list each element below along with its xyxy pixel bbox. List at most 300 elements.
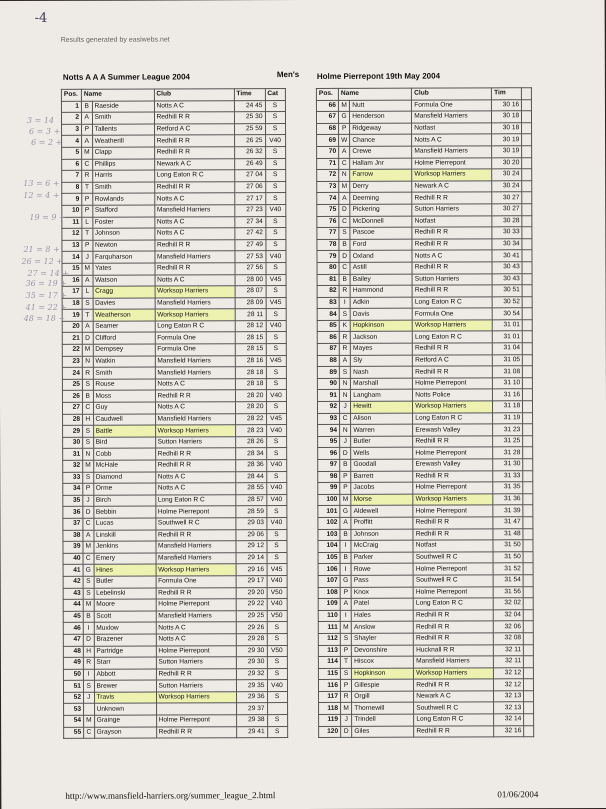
- row-time: 30 24: [492, 169, 522, 181]
- row-club: Retford A C: [413, 354, 493, 366]
- row-position: 78: [317, 239, 339, 251]
- row-surname: Johnson: [92, 228, 154, 240]
- table-row: [63, 483, 287, 495]
- row-club: Retford A C: [154, 124, 234, 136]
- row-category: V45: [267, 564, 287, 576]
- row-surname: Hales: [351, 610, 413, 622]
- row-initial: I: [83, 623, 94, 635]
- table-row: [317, 122, 532, 134]
- row-position: 13: [62, 240, 82, 252]
- row-surname: Cobb: [93, 448, 155, 460]
- row-initial: D: [340, 448, 351, 460]
- table-row: [63, 587, 287, 599]
- row-extra: [523, 609, 533, 621]
- row-initial: D: [83, 507, 94, 519]
- row-category: S: [267, 715, 287, 727]
- row-category: V40: [265, 251, 285, 263]
- table-row: [63, 680, 287, 692]
- table-row: [63, 599, 287, 611]
- row-time: 31 50: [493, 551, 523, 563]
- table-row: [62, 216, 286, 228]
- row-surname: Orgill: [352, 691, 414, 703]
- row-category: V40: [265, 204, 285, 216]
- row-category: S: [265, 193, 285, 205]
- row-category: S: [267, 633, 287, 645]
- row-initial: G: [340, 506, 351, 518]
- row-initial: R: [339, 332, 350, 344]
- row-category: S: [267, 622, 287, 634]
- pencil-note: 13 = 6 +: [23, 178, 60, 188]
- row-surname: Caudwell: [93, 414, 155, 426]
- row-club: Redhill R R: [155, 390, 235, 402]
- row-position: 26: [62, 391, 82, 403]
- table-row: [62, 297, 286, 309]
- row-position: 103: [318, 529, 340, 541]
- row-time: 29 20: [236, 587, 267, 599]
- results-generated-note: Results generated by easiwebs.net: [60, 36, 170, 44]
- row-surname: Nutt: [350, 100, 412, 112]
- row-category: V40: [266, 425, 286, 437]
- header-time: Tim: [492, 88, 522, 100]
- row-surname: Linskill: [93, 530, 155, 542]
- row-time: 31 47: [493, 517, 523, 529]
- row-initial: H: [83, 646, 94, 658]
- row-extra: [524, 667, 534, 679]
- row-time: 30 16: [492, 99, 522, 111]
- row-initial: B: [81, 101, 92, 113]
- row-position: 19: [62, 310, 82, 322]
- row-time: 31 23: [493, 424, 523, 436]
- row-club: Redhill R R: [156, 726, 236, 738]
- row-surname: Patel: [351, 598, 413, 610]
- table-row: [62, 158, 286, 170]
- row-initial: S: [340, 633, 351, 645]
- row-surname: Yates: [93, 263, 155, 275]
- row-category: S: [265, 147, 285, 159]
- row-club: Long Eaton R C: [413, 598, 493, 610]
- row-position: 18: [62, 298, 82, 310]
- table-row: [318, 424, 533, 436]
- row-surname: Rouse: [93, 379, 155, 391]
- row-initial: W: [339, 135, 350, 147]
- row-time: 32 02: [493, 598, 523, 610]
- row-club: Notfast: [412, 215, 492, 227]
- row-time: 31 16: [493, 389, 523, 401]
- row-category: S: [266, 471, 286, 483]
- row-time: 28 15: [235, 332, 266, 344]
- row-surname: Knox: [351, 587, 413, 599]
- row-club: Notts A C: [154, 100, 234, 112]
- row-position: 17: [62, 286, 82, 298]
- row-club: Holme Pierrepont: [156, 599, 236, 611]
- row-time: 32 16: [494, 725, 524, 737]
- row-club: Sutton Harriers: [412, 273, 492, 285]
- table-row: [63, 518, 287, 530]
- row-time: 32 12: [494, 679, 524, 691]
- row-category: S: [266, 262, 286, 274]
- row-extra: [523, 505, 533, 517]
- row-surname: Hammond: [350, 285, 412, 297]
- row-extra: [522, 192, 532, 204]
- row-extra: [522, 285, 532, 297]
- venue-date-title: Holme Pierrepont 19th May 2004: [316, 71, 441, 81]
- row-club: Holme Pierrepont: [413, 378, 493, 390]
- row-surname: Farquharson: [92, 251, 154, 263]
- header-club: Club: [154, 89, 234, 101]
- race-category-title: Men's: [276, 70, 300, 80]
- row-initial: J: [341, 714, 352, 726]
- row-initial: S: [339, 227, 350, 239]
- row-initial: C: [82, 402, 93, 414]
- table-row: [62, 251, 286, 263]
- row-club: Redhill R R: [412, 285, 492, 297]
- row-category: V40: [265, 135, 285, 147]
- row-time: 28 09: [235, 297, 266, 309]
- row-position: 112: [318, 633, 340, 645]
- row-position: 87: [317, 343, 339, 355]
- row-extra: [523, 459, 533, 471]
- row-initial: A: [83, 530, 94, 542]
- row-position: 99: [318, 483, 340, 495]
- header-pos: Pos.: [61, 89, 81, 101]
- row-time: 32 13: [494, 691, 524, 703]
- row-position: 105: [318, 552, 340, 564]
- row-surname: Clifford: [93, 332, 155, 344]
- row-surname: Jenkins: [93, 541, 155, 553]
- row-club: Sutton Harriers: [155, 437, 235, 449]
- row-time: 29 41: [236, 726, 267, 738]
- row-club: Long Eaton R C: [414, 714, 494, 726]
- row-position: 80: [317, 262, 339, 274]
- row-surname: Chance: [350, 134, 412, 146]
- table-row: [318, 447, 533, 459]
- table-row: [318, 656, 533, 668]
- row-surname: Clapp: [92, 147, 154, 159]
- row-position: 48: [63, 646, 83, 658]
- table-row: [317, 273, 532, 285]
- row-surname: Henderson: [350, 111, 412, 123]
- row-surname: Thornewill: [352, 703, 414, 715]
- row-surname: Seamer: [93, 321, 155, 333]
- row-time: 30 41: [492, 250, 522, 262]
- row-time: 28 34: [235, 448, 266, 460]
- row-time: 29 35: [236, 680, 267, 692]
- row-category: V50: [267, 645, 287, 657]
- row-time: 28 23: [235, 425, 266, 437]
- row-club: Hucknall R R: [414, 644, 494, 656]
- row-time: 29 22: [236, 599, 267, 611]
- row-surname: Davies: [93, 298, 155, 310]
- table-row: [62, 402, 286, 414]
- row-position: 102: [318, 517, 340, 529]
- row-initial: T: [82, 228, 93, 240]
- row-position: 115: [318, 668, 340, 680]
- row-position: 3: [62, 124, 82, 136]
- row-club: Southwell R C: [413, 575, 493, 587]
- row-position: 84: [317, 309, 339, 321]
- row-time: 28 12: [235, 321, 266, 333]
- row-position: 108: [318, 587, 340, 599]
- table-row: [317, 250, 532, 262]
- row-position: 101: [318, 506, 340, 518]
- row-position: 110: [318, 610, 340, 622]
- row-club: Worksop Harriers: [413, 401, 493, 413]
- row-initial: P: [340, 587, 351, 599]
- table-row: [318, 436, 533, 448]
- row-position: 113: [318, 645, 340, 657]
- row-club: [156, 703, 236, 715]
- row-initial: A: [339, 193, 350, 205]
- row-position: 77: [317, 227, 339, 239]
- row-surname: Rowlands: [92, 193, 154, 205]
- row-initial: R: [339, 285, 350, 297]
- row-surname: Weatherson: [93, 309, 155, 321]
- row-initial: J: [340, 436, 351, 448]
- footer-url: http://www.mansfield-harriers.org/summer_league_2.html: [65, 790, 276, 801]
- row-position: 41: [63, 565, 83, 577]
- row-initial: A: [340, 598, 351, 610]
- row-time: 29 30: [236, 645, 267, 657]
- row-position: 104: [318, 541, 340, 553]
- row-surname: Anslow: [351, 621, 413, 633]
- row-time: 30 27: [492, 204, 522, 216]
- row-surname: Smith: [92, 112, 154, 124]
- pencil-note: 26 = 12 +: [21, 256, 63, 266]
- row-club: Holme Pierrepont: [156, 715, 236, 727]
- row-position: 82: [317, 285, 339, 297]
- row-surname: Aldewell: [351, 505, 413, 517]
- row-time: 29 16: [236, 564, 267, 576]
- row-initial: B: [82, 391, 93, 403]
- row-position: 81: [317, 274, 339, 286]
- row-surname: Battle: [93, 425, 155, 437]
- row-club: Holme Pierrepont: [413, 447, 493, 459]
- row-position: 75: [317, 204, 339, 216]
- table-row: [319, 702, 534, 714]
- row-initial: S: [83, 588, 94, 600]
- row-initial: P: [340, 680, 351, 692]
- row-time: 27 17: [234, 193, 265, 205]
- row-surname: Hiscox: [352, 656, 414, 668]
- row-surname: Jacobs: [351, 482, 413, 494]
- row-time: 30 20: [492, 157, 522, 169]
- row-position: 86: [317, 332, 339, 344]
- row-position: 120: [319, 726, 341, 738]
- row-surname: Muxlow: [94, 622, 156, 634]
- row-initial: S: [83, 425, 94, 437]
- row-category: S: [267, 552, 287, 564]
- row-extra: [523, 482, 533, 494]
- row-surname: Grayson: [94, 727, 156, 739]
- row-extra: [523, 424, 533, 436]
- row-surname: Proffitt: [351, 517, 413, 529]
- row-time: 32 12: [494, 667, 524, 679]
- row-position: 114: [318, 656, 340, 668]
- row-position: 24: [62, 368, 82, 380]
- row-position: 16: [62, 275, 82, 287]
- row-initial: H: [83, 414, 94, 426]
- row-club: Notts A C: [155, 402, 235, 414]
- row-category: S: [265, 100, 285, 112]
- row-category: S: [267, 691, 287, 703]
- row-surname: Butler: [351, 436, 413, 448]
- table-row: [318, 482, 533, 494]
- table-row: [317, 296, 532, 308]
- row-club: Formula One: [412, 308, 492, 320]
- row-club: Holme Pierrepont: [413, 563, 493, 575]
- row-initial: B: [339, 274, 350, 286]
- row-position: 53: [64, 704, 84, 716]
- footer-date: 01/06/2004: [497, 789, 539, 800]
- table-row: [319, 714, 534, 726]
- row-time: 31 01: [492, 320, 522, 332]
- table-row: [62, 286, 286, 298]
- row-time: 28 11: [235, 309, 266, 321]
- row-position: 76: [317, 216, 339, 228]
- row-time: 30 51: [492, 285, 522, 297]
- row-club: Sutton Harriers: [156, 680, 236, 692]
- row-club: Formula One: [156, 576, 236, 588]
- row-time: 29 37: [236, 703, 267, 715]
- row-category: S: [266, 506, 286, 518]
- row-position: 111: [318, 622, 340, 634]
- row-surname: Pickering: [350, 204, 412, 216]
- row-initial: L: [82, 217, 93, 229]
- row-extra: [523, 343, 533, 355]
- table-row: [317, 401, 532, 413]
- row-time: 30 43: [492, 273, 522, 285]
- row-initial: L: [82, 286, 93, 298]
- results-table-left: [61, 88, 288, 739]
- table-row: [317, 262, 532, 274]
- row-surname: Goodall: [351, 459, 413, 471]
- row-surname: Smith: [93, 367, 155, 379]
- row-club: Mansfield Harriers: [412, 111, 492, 123]
- row-club: Worksop Harriers: [413, 494, 493, 506]
- table-row: [318, 470, 533, 482]
- row-surname: Butler: [94, 576, 156, 588]
- table-row: [63, 610, 287, 622]
- table-row: [64, 715, 288, 727]
- row-extra: [523, 621, 533, 633]
- row-club: Sutton Harriers: [412, 204, 492, 216]
- row-surname: Rowe: [351, 563, 413, 575]
- row-position: 98: [318, 471, 340, 483]
- row-club: Worksop Harriers: [155, 309, 235, 321]
- row-club: Mansfield Harriers: [155, 355, 235, 367]
- row-category: V40: [266, 390, 286, 402]
- row-initial: B: [83, 611, 94, 623]
- row-initial: B: [340, 459, 351, 471]
- row-extra: [523, 447, 533, 459]
- row-time: 29 36: [236, 692, 267, 704]
- row-initial: D: [339, 251, 350, 263]
- row-initial: S: [339, 367, 350, 379]
- row-initial: R: [82, 170, 93, 182]
- row-club: Redhill R R: [156, 668, 236, 680]
- table-row: [62, 239, 286, 251]
- row-initial: P: [339, 123, 350, 135]
- row-position: 52: [64, 692, 84, 704]
- row-initial: M: [83, 460, 94, 472]
- row-initial: N: [339, 378, 350, 390]
- row-initial: P: [82, 205, 93, 217]
- row-extra: [523, 354, 533, 366]
- row-surname: Moore: [94, 599, 156, 611]
- row-category: S: [265, 112, 285, 124]
- row-position: 109: [318, 598, 340, 610]
- row-time: 30 28: [492, 215, 522, 227]
- row-initial: S: [83, 437, 94, 449]
- row-surname: Mayes: [351, 343, 413, 355]
- row-category: S: [265, 228, 285, 240]
- row-club: Notts A C: [154, 228, 234, 240]
- row-extra: [523, 551, 533, 563]
- row-category: S: [266, 436, 286, 448]
- row-time: 27 06: [234, 181, 265, 193]
- row-initial: M: [82, 344, 93, 356]
- row-initial: I: [339, 297, 350, 309]
- row-surname: Grainge: [94, 715, 156, 727]
- row-club: Redhill R R: [154, 112, 234, 124]
- table-row: [63, 633, 287, 645]
- row-surname: Alison: [351, 413, 413, 425]
- row-time: 24 45: [234, 100, 265, 112]
- row-extra: [522, 122, 532, 134]
- row-time: 30 18: [492, 123, 522, 135]
- table-row: [63, 529, 287, 541]
- row-initial: S: [83, 576, 94, 588]
- table-row: [64, 691, 288, 703]
- row-position: 116: [318, 680, 340, 692]
- row-extra: [522, 134, 532, 146]
- row-category: S: [266, 529, 286, 541]
- table-row: [62, 309, 286, 321]
- row-category: V40: [266, 320, 286, 332]
- row-club: Worksop Harriers: [412, 169, 492, 181]
- row-surname: McHale: [93, 460, 155, 472]
- row-time: 31 04: [493, 343, 523, 355]
- row-time: 27 23: [234, 205, 265, 217]
- row-initial: P: [82, 124, 93, 136]
- header-club: Club: [412, 88, 492, 100]
- row-initial: C: [339, 216, 350, 228]
- row-surname: Brazener: [94, 634, 156, 646]
- row-position: 11: [62, 217, 82, 229]
- table-row: [61, 112, 285, 124]
- row-position: 79: [317, 251, 339, 263]
- row-extra: [524, 656, 534, 668]
- header-name: Name: [338, 88, 411, 100]
- row-position: 36: [63, 507, 83, 519]
- row-initial: I: [340, 564, 351, 576]
- row-club: Notts A C: [154, 193, 234, 205]
- row-extra: [522, 99, 532, 111]
- row-club: Worksop Harriers: [155, 286, 235, 298]
- row-initial: D: [339, 204, 350, 216]
- row-extra: [523, 517, 533, 529]
- row-initial: S: [83, 681, 94, 693]
- row-time: 28 18: [235, 367, 266, 379]
- row-surname: Unknown: [94, 703, 156, 715]
- row-position: 23: [62, 356, 82, 368]
- table-row: [63, 645, 287, 657]
- row-surname: Nash: [351, 366, 413, 378]
- row-time: 25 59: [234, 123, 265, 135]
- row-position: 49: [63, 657, 83, 669]
- row-time: 31 08: [493, 366, 523, 378]
- row-surname: Adkin: [350, 297, 412, 309]
